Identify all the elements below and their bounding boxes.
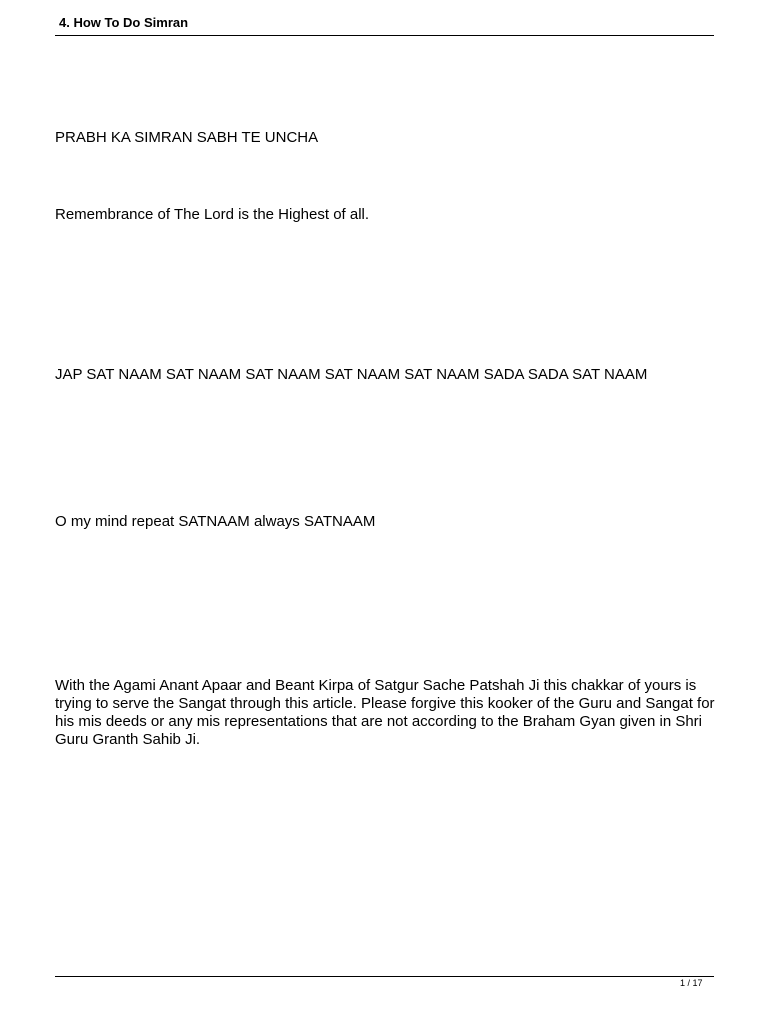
page-header-title: 4. How To Do Simran: [59, 15, 189, 30]
paragraph-jap-sat-naam: JAP SAT NAAM SAT NAAM SAT NAAM SAT NAAM SAT NAAM SADA SADA SAT NAAM: [55, 366, 648, 383]
page-number: 1 / 17: [680, 978, 703, 988]
paragraph-repeat-satnaam: O my mind repeat SATNAAM always SATNAAM: [55, 513, 376, 530]
paragraph-prabh-ka-simran: PRABH KA SIMRAN SABH TE UNCHA: [55, 129, 319, 146]
footer-divider: [55, 976, 714, 977]
paragraph-introduction: With the Agami Anant Apaar and Beant Kirpa of Satgur Sache Patshah Ji this chakkar of yours is trying to serve the Sangat through this article. Please forgive this kooker of the Guru and Sangat for his mis deeds or any mis representations that are not according to the Braham Gyan given in Shri Guru Granth Sahib Ji.: [55, 677, 715, 748]
header-divider: [55, 35, 714, 36]
paragraph-remembrance: Remembrance of The Lord is the Highest of all.: [55, 206, 370, 223]
